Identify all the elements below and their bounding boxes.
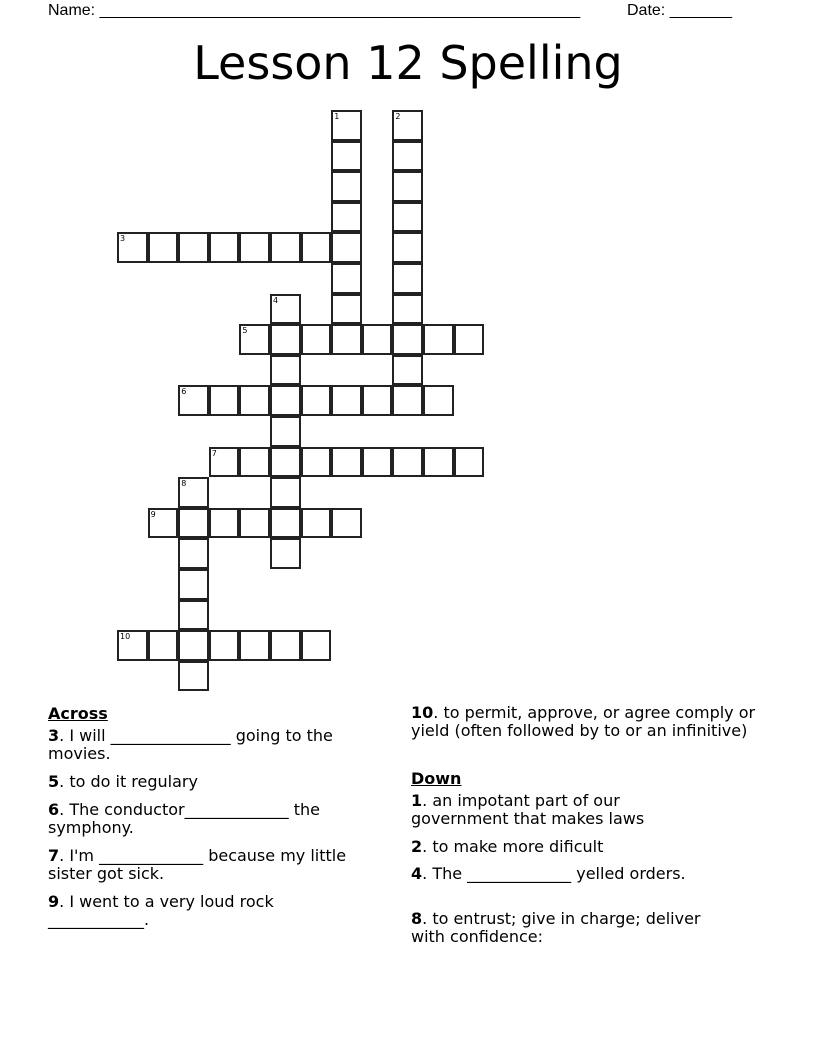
crossword-cell[interactable] xyxy=(270,538,301,569)
clue-across-10 xyxy=(411,704,761,740)
clue-down-8 xyxy=(411,910,711,946)
crossword-cell[interactable] xyxy=(423,324,454,355)
clue-number: 5 xyxy=(48,772,60,791)
crossword-cell[interactable] xyxy=(392,171,423,202)
clue-number: 4 xyxy=(411,864,423,883)
crossword-cell[interactable] xyxy=(392,110,423,141)
clue-text: . to do it regulary xyxy=(59,772,198,791)
crossword-cell[interactable] xyxy=(331,385,362,416)
name-label: Name: xyxy=(48,2,96,19)
cell-number: 3 xyxy=(120,234,126,244)
clue-across-3 xyxy=(48,727,388,763)
crossword-cell[interactable] xyxy=(239,630,270,661)
clue-number: 3 xyxy=(48,726,60,745)
date-label: Date: xyxy=(627,2,666,19)
crossword-cell[interactable] xyxy=(148,232,179,263)
crossword-cell[interactable] xyxy=(362,324,393,355)
clue-text: . I will _______________ going to the movies. xyxy=(48,726,333,763)
clue-number: 2 xyxy=(411,837,423,856)
crossword-cell[interactable] xyxy=(209,385,240,416)
date-field[interactable] xyxy=(627,2,732,20)
clue-number: 1 xyxy=(411,791,423,810)
crossword-cell[interactable] xyxy=(270,447,301,478)
crossword-cell[interactable] xyxy=(301,630,332,661)
crossword-cell[interactable] xyxy=(331,508,362,539)
clue-down-4 xyxy=(411,865,721,883)
clue-text: . The _____________ yelled orders. xyxy=(422,864,686,883)
crossword-cell[interactable] xyxy=(209,630,240,661)
crossword-cell[interactable] xyxy=(454,324,485,355)
crossword-cell[interactable] xyxy=(209,447,240,478)
crossword-cell[interactable] xyxy=(392,447,423,478)
crossword-cell[interactable] xyxy=(239,447,270,478)
name-field[interactable] xyxy=(48,2,580,20)
crossword-cell[interactable] xyxy=(392,324,423,355)
clue-down-2 xyxy=(411,838,751,856)
clue-text: . The conductor_____________ the symphony. xyxy=(48,800,320,837)
crossword-cell[interactable] xyxy=(301,324,332,355)
clue-text: . I went to a very loud rock ____________. xyxy=(48,892,274,929)
crossword-cell[interactable] xyxy=(239,508,270,539)
crossword-cell[interactable] xyxy=(454,447,485,478)
clue-text: . an impotant part of our government that makes laws xyxy=(411,791,645,828)
crossword-cell[interactable] xyxy=(178,569,209,600)
clue-number: 6 xyxy=(48,800,60,819)
crossword-cell[interactable] xyxy=(392,202,423,233)
crossword-cell[interactable] xyxy=(270,385,301,416)
crossword-cell[interactable] xyxy=(362,385,393,416)
crossword-cell[interactable] xyxy=(423,447,454,478)
crossword-cell[interactable] xyxy=(178,600,209,631)
cell-number: 1 xyxy=(334,112,340,121)
clue-across-9 xyxy=(48,893,348,929)
cell-number: 8 xyxy=(181,479,187,489)
crossword-cell[interactable] xyxy=(270,324,301,355)
crossword-cell[interactable] xyxy=(239,324,270,355)
crossword-cell[interactable] xyxy=(331,447,362,478)
name-line[interactable]: ______________________________________________________ xyxy=(99,2,581,19)
crossword-cell[interactable] xyxy=(331,110,362,141)
crossword-cell[interactable] xyxy=(362,447,393,478)
cell-number: 10 xyxy=(120,632,131,642)
cell-number: 4 xyxy=(273,295,279,305)
crossword-cell[interactable] xyxy=(392,141,423,172)
cell-number: 5 xyxy=(242,326,248,336)
crossword-cell[interactable] xyxy=(209,508,240,539)
down-heading: Down xyxy=(411,769,462,788)
clue-number: 8 xyxy=(411,909,423,928)
crossword-cell[interactable] xyxy=(270,355,301,386)
crossword-cell[interactable] xyxy=(209,232,240,263)
cell-number: 7 xyxy=(211,448,217,458)
crossword-cell[interactable] xyxy=(392,355,423,386)
crossword-cell[interactable] xyxy=(331,294,362,325)
crossword-cell[interactable] xyxy=(392,263,423,294)
crossword-cell[interactable] xyxy=(392,294,423,325)
crossword-cell[interactable] xyxy=(331,324,362,355)
crossword-cell[interactable] xyxy=(270,477,301,508)
crossword-cell[interactable] xyxy=(148,630,179,661)
crossword-cell[interactable] xyxy=(178,477,209,508)
crossword-cell[interactable] xyxy=(270,508,301,539)
clue-number: 9 xyxy=(48,892,60,911)
crossword-cell[interactable] xyxy=(178,661,209,692)
cell-number: 2 xyxy=(395,112,401,121)
clue-number: 10 xyxy=(411,703,434,722)
crossword-cell[interactable] xyxy=(331,141,362,172)
clue-across-5 xyxy=(48,773,388,791)
crossword-cell[interactable] xyxy=(270,232,301,263)
crossword-cell[interactable] xyxy=(301,385,332,416)
clue-down-1 xyxy=(411,792,711,828)
cell-number: 6 xyxy=(181,387,187,397)
crossword-cell[interactable] xyxy=(331,232,362,263)
crossword-cell[interactable] xyxy=(178,630,209,661)
cell-number: 9 xyxy=(150,509,156,519)
crossword-cell[interactable] xyxy=(331,263,362,294)
crossword-cell[interactable] xyxy=(117,630,148,661)
date-line[interactable]: _______ xyxy=(669,2,732,19)
crossword-cell[interactable] xyxy=(423,385,454,416)
crossword-cell[interactable] xyxy=(239,232,270,263)
clue-across-7 xyxy=(48,847,388,883)
crossword-cell[interactable] xyxy=(117,232,148,263)
crossword-cell[interactable] xyxy=(239,385,270,416)
clue-text: . I'm _____________ because my little sister got sick. xyxy=(48,846,347,883)
crossword-cell[interactable] xyxy=(178,232,209,263)
crossword-cell[interactable] xyxy=(270,416,301,447)
crossword-cell[interactable] xyxy=(331,171,362,202)
crossword-cell[interactable] xyxy=(392,385,423,416)
clue-text: . to entrust; give in charge; deliver with confidence: xyxy=(411,909,701,946)
crossword-cell[interactable] xyxy=(301,508,332,539)
crossword-cell[interactable] xyxy=(392,232,423,263)
crossword-cell[interactable] xyxy=(178,508,209,539)
crossword-cell[interactable] xyxy=(301,232,332,263)
crossword-cell[interactable] xyxy=(270,630,301,661)
crossword-cell[interactable] xyxy=(301,447,332,478)
crossword-cell[interactable] xyxy=(148,508,179,539)
across-heading: Across xyxy=(48,704,108,723)
clue-number: 7 xyxy=(48,846,60,865)
crossword-cell[interactable] xyxy=(178,538,209,569)
clue-text: . to permit, approve, or agree comply or yield (often followed by to or an infinitive) xyxy=(411,703,756,740)
crossword-cell[interactable] xyxy=(178,385,209,416)
crossword-cell[interactable] xyxy=(331,202,362,233)
page-title: Lesson 12 Spelling xyxy=(193,36,623,90)
crossword-cell[interactable] xyxy=(270,294,301,325)
clue-text: . to make more dificult xyxy=(422,837,604,856)
clue-across-6 xyxy=(48,801,388,837)
